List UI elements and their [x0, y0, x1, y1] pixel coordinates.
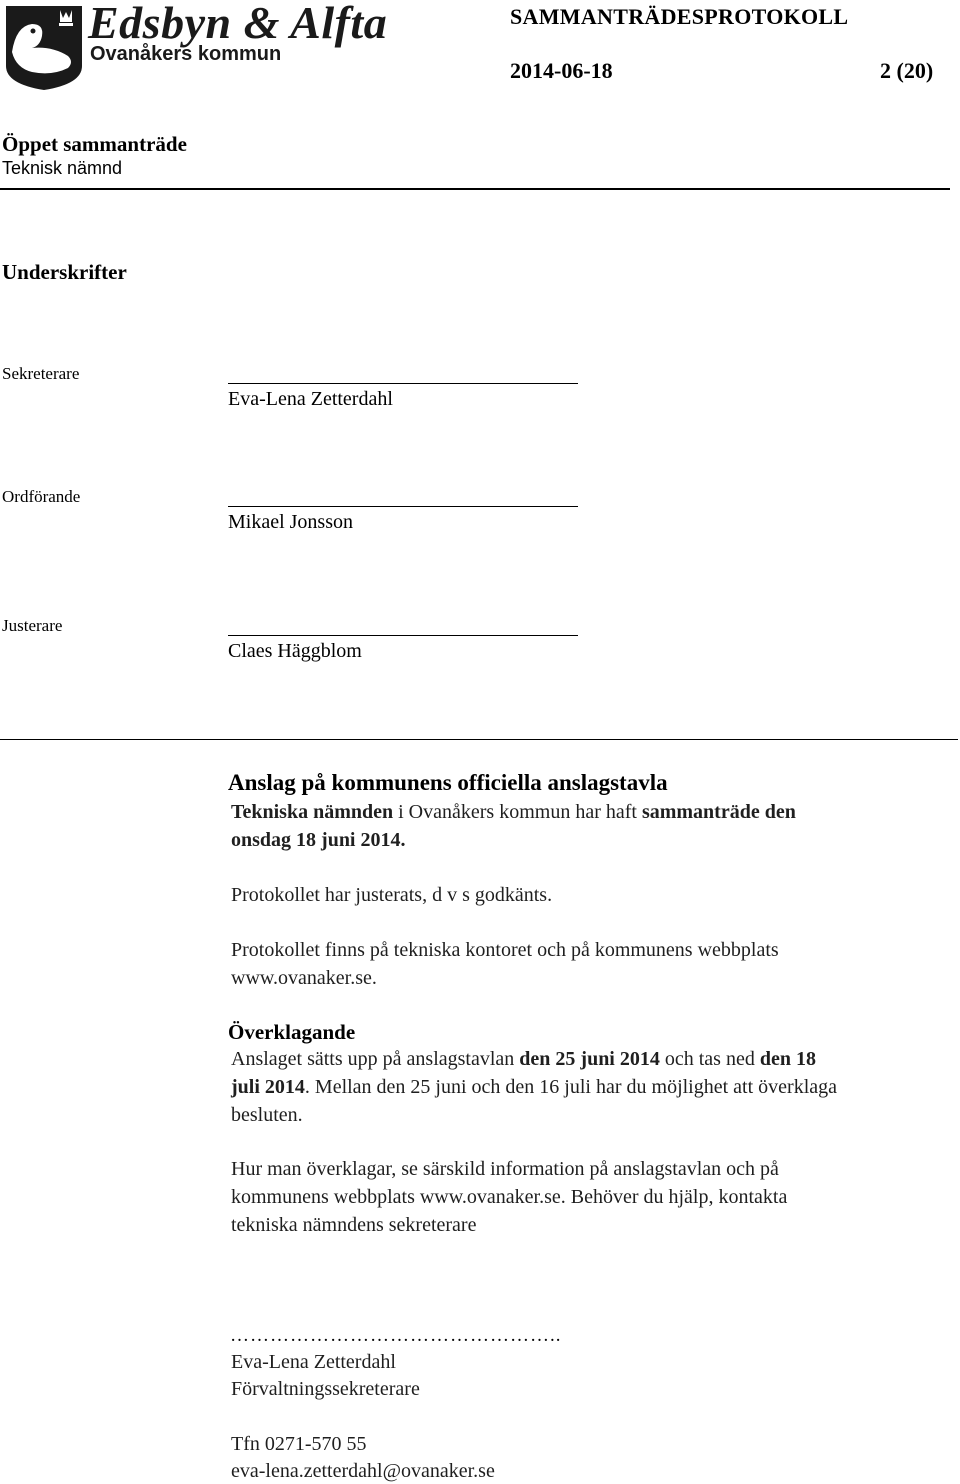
logo-subtitle: Ovanåkers kommun — [90, 43, 282, 65]
signature-name: Mikael Jonsson — [228, 511, 353, 533]
signature-line — [228, 506, 578, 507]
appeal-title: Överklagande — [228, 1020, 356, 1044]
page-number: 2 (20) — [880, 58, 934, 83]
appeal-text: . Mellan den 25 juni och den 16 juli har du möjlighet att överklaga — [304, 1076, 838, 1098]
contact-phone: Tfn 0271-570 55 — [231, 1433, 367, 1455]
signatures-heading: Underskrifter — [2, 260, 127, 284]
notice-paragraph: Protokollet har justerats, d v s godkänts. — [231, 884, 553, 906]
municipality-logo — [2, 2, 86, 92]
contact-name: Eva-Lena Zetterdahl — [231, 1351, 396, 1373]
website-text: www.ovanaker.se. — [231, 967, 377, 989]
signature-line — [228, 635, 578, 636]
appeal-paragraph: Hur man överklagar, se särskild information på anslagstavlan och på — [231, 1158, 779, 1180]
appeal-text: besluten. — [231, 1104, 303, 1126]
section-divider — [0, 739, 958, 740]
header-divider — [0, 188, 950, 190]
appeal-text: och tas ned — [659, 1048, 760, 1070]
meeting-type: Öppet sammanträde — [2, 132, 187, 156]
removal-date: juli 2014 — [231, 1076, 305, 1098]
signature-line — [228, 383, 578, 384]
signature-name: Claes Häggblom — [228, 640, 362, 662]
contact-email: eva-lena.zetterdahl@ovanaker.se — [231, 1460, 495, 1482]
notice-paragraph: Protokollet finns på tekniska kontoret och på kommunens webbplats — [231, 939, 779, 961]
signature-name: Eva-Lena Zetterdahl — [228, 388, 393, 410]
notice-title: Anslag på kommunens officiella anslagstavla — [228, 770, 668, 795]
document-type: SAMMANTRÄDESPROTOKOLL — [510, 4, 849, 29]
appeal-line — [231, 1076, 837, 1099]
signature-dots: ………………………………………….. — [230, 1325, 562, 1346]
contact-title: Förvaltningssekreterare — [231, 1378, 420, 1400]
notice-line — [231, 801, 796, 824]
appeal-text: Anslaget sätts upp på anslagstavlan — [231, 1048, 520, 1070]
committee-name: Teknisk nämnd — [2, 158, 123, 178]
appeal-line — [231, 1048, 816, 1071]
meeting-date: onsdag 18 juni 2014. — [231, 829, 406, 851]
notice-text: i Ovanåkers kommun har haft — [393, 801, 642, 823]
posting-date: den 25 juni 2014 — [519, 1048, 660, 1070]
signature-role: Justerare — [2, 616, 63, 635]
logo-wordmark: Edsbyn & Alfta — [88, 0, 388, 48]
appeal-paragraph: tekniska nämndens sekreterare — [231, 1214, 477, 1236]
removal-date: den 18 — [759, 1048, 816, 1070]
appeal-paragraph: kommunens webbplats www.ovanaker.se. Behöver du hjälp, kontakta — [231, 1186, 788, 1208]
committee-text: Tekniska nämnden — [231, 801, 394, 823]
signature-role: Ordförande — [2, 487, 81, 506]
meeting-text: sammanträde den — [641, 801, 796, 823]
document-date: 2014-06-18 — [510, 58, 613, 83]
signature-role: Sekreterare — [2, 364, 80, 383]
